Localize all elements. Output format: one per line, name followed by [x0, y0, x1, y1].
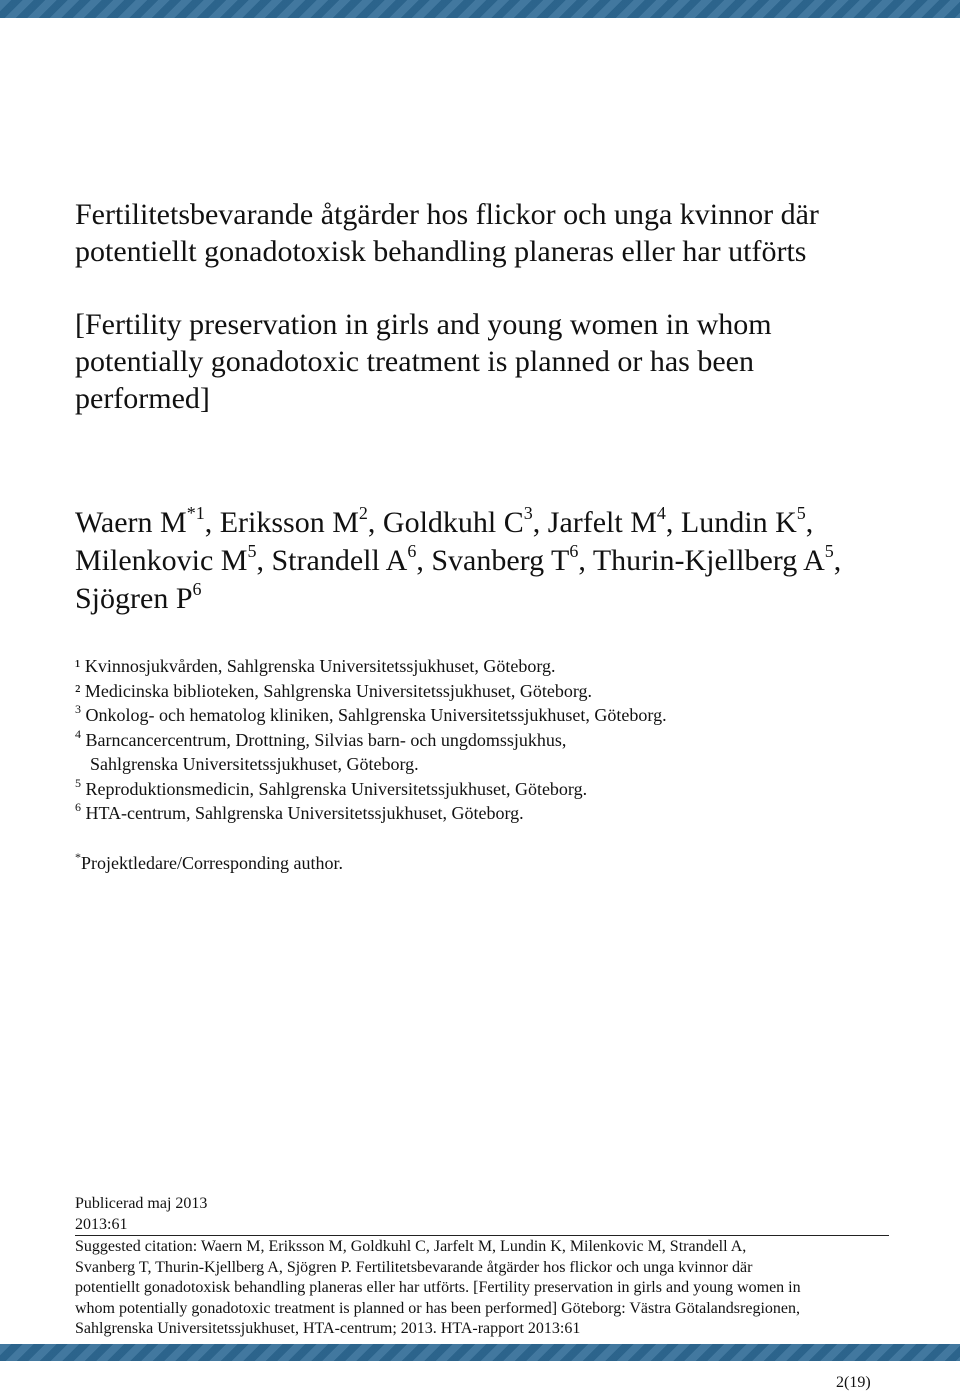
affiliation-text: Reproduktionsmedicin, Sahlgrenska Universitetssjukhuset, Göteborg.	[85, 778, 588, 799]
affiliation-item	[75, 679, 915, 704]
author-separator: ,	[204, 506, 220, 539]
page-number: 2(19)	[836, 1374, 871, 1391]
author-name: Waern M	[75, 506, 187, 539]
author-affiliation-marker: 6	[407, 541, 417, 561]
author-affiliation-marker: 6	[192, 579, 202, 599]
affiliation-item	[75, 703, 915, 728]
report-number: 2013:61	[75, 1216, 128, 1233]
author-separator: ,	[416, 544, 432, 577]
author-name: Svanberg T	[431, 544, 570, 577]
affiliation-item	[75, 801, 915, 826]
citation-divider	[75, 1235, 889, 1236]
affiliation-list	[75, 654, 915, 826]
citation-line: whom potentially gonadotoxic treatment is planned or has been performed] Göteborg: Västra Götalandsregionen,	[75, 1299, 800, 1317]
affiliation-marker: 5	[75, 775, 81, 790]
author-separator: ,	[256, 544, 272, 577]
title-swedish: Fertilitetsbevarande åtgärder hos flickor och unga kvinnor där potentiellt gonadotoxisk behandling planeras eller har utförts	[75, 198, 819, 268]
affiliation-text: Barncancercentrum, Drottning, Silvias barn- och ungdomssjukhus,	[85, 729, 567, 750]
author-separator: ,	[665, 506, 681, 539]
author-name: Strandell A	[271, 544, 408, 577]
author-name: Lundin K	[680, 506, 797, 539]
author-name: Eriksson M	[219, 506, 359, 539]
author-affiliation-marker: 2	[358, 503, 368, 523]
affiliation-marker: 6	[75, 800, 81, 814]
author-list	[75, 504, 895, 618]
author-affiliation-marker: 6	[569, 541, 579, 561]
corresponding-text: Projektledare/Corresponding author.	[81, 853, 343, 873]
author-affiliation-marker: 5	[824, 541, 834, 561]
citation-line: Suggested citation: Waern M, Eriksson M, Goldkuhl C, Jarfelt M, Lundin K, Milenkovic M, Strandell A,	[75, 1238, 747, 1255]
title-english: [Fertility preservation in girls and young women in whom potentially gonadotoxic treatment is planned or has been performed]	[75, 308, 772, 415]
author-separator: ,	[833, 544, 842, 577]
affiliation-text: Medicinska biblioteken, Sahlgrenska Universitetssjukhuset, Göteborg.	[84, 680, 592, 701]
author-name: Milenkovic M	[75, 544, 248, 577]
author-separator: ,	[578, 544, 593, 577]
affiliation-continuation: Sahlgrenska Universitetssjukhuset, Göteborg.	[90, 754, 419, 774]
suggested-citation	[75, 1237, 895, 1340]
author-affiliation-marker: 3	[523, 503, 533, 523]
affiliation-item	[75, 728, 915, 753]
author-affiliation-marker: 5	[796, 503, 806, 523]
author-name: Sjögren P	[75, 582, 193, 615]
author-name: Jarfelt M	[547, 506, 657, 539]
author-affiliation-marker: 5	[247, 541, 257, 561]
affiliation-text: HTA-centrum, Sahlgrenska Universitetssjukhuset, Göteborg.	[85, 803, 524, 823]
affiliation-text: Onkolog- och hematolog kliniken, Sahlgrenska Universitetssjukhuset, Göteborg.	[85, 705, 667, 725]
affiliation-marker: 4	[75, 726, 81, 741]
author-name: Thurin-Kjellberg A	[592, 544, 825, 577]
author-separator: ,	[532, 506, 548, 539]
author-name: Goldkuhl C	[382, 506, 524, 539]
affiliation-marker: ²	[75, 680, 81, 701]
affiliation-text: Kvinnosjukvården, Sahlgrenska Universitetssjukhuset, Göteborg.	[84, 656, 556, 676]
publication-info	[75, 1193, 207, 1235]
affiliation-marker: 3	[75, 702, 81, 716]
corresponding-marker: *	[75, 850, 81, 864]
published-date: Publicerad maj 2013	[75, 1195, 208, 1212]
author-separator: ,	[805, 506, 814, 539]
citation-line: potentiellt gonadotoxisk behandling planeras eller har utförts. [Fertility preservation in girls and young women in	[75, 1279, 801, 1296]
citation-line: Sahlgrenska Universitetssjukhuset, HTA-centrum; 2013. HTA-rapport 2013:61	[75, 1320, 581, 1337]
affiliation-marker: ¹	[75, 656, 81, 676]
citation-line: Svanberg T, Thurin-Kjellberg A, Sjögren P. Fertilitetsbevarande åtgärder hos flickor och unga kvinnor där	[75, 1258, 753, 1276]
corresponding-author-note	[75, 852, 343, 874]
footer-band	[0, 1344, 960, 1361]
affiliation-item	[75, 777, 915, 802]
author-affiliation-marker: *1	[186, 503, 205, 523]
header-band	[0, 0, 960, 18]
author-affiliation-marker: 4	[656, 503, 666, 523]
author-separator: ,	[367, 506, 383, 539]
affiliation-item	[75, 654, 915, 679]
